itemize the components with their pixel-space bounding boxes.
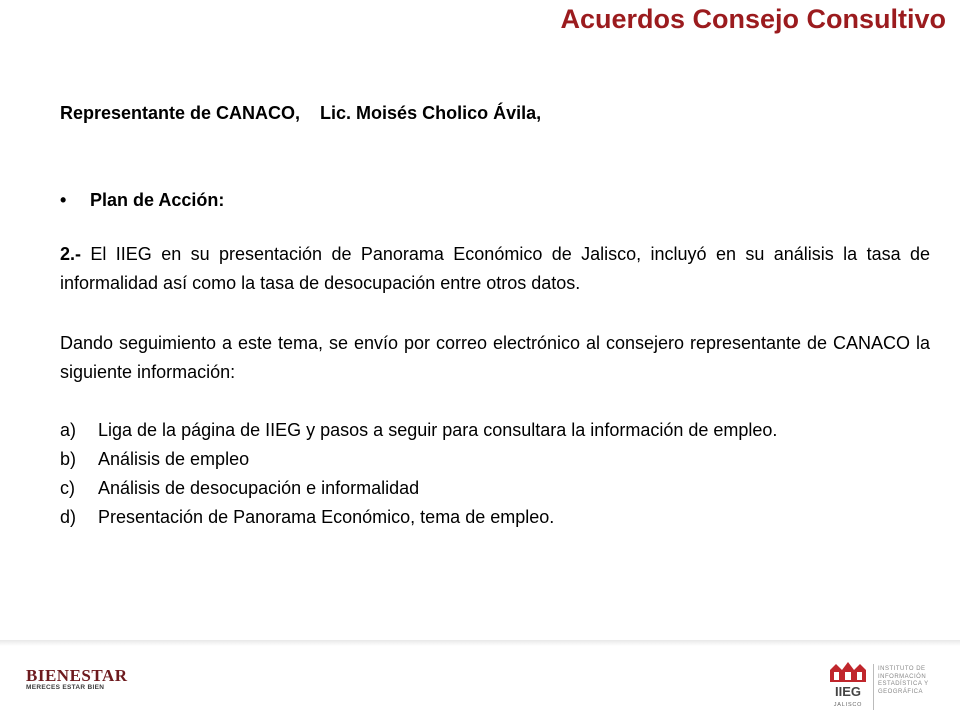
paragraph-number: 2.- xyxy=(60,244,82,264)
representative-line: Representante de CANACO, Lic. Moisés Cholico Ávila, xyxy=(60,103,542,123)
iieg-logo xyxy=(826,656,929,714)
list-item-text: Liga de la página de IIEG y pasos a seguir para consultara la información de empleo. xyxy=(98,420,778,440)
list-item xyxy=(60,474,930,503)
list-marker: a) xyxy=(60,420,77,440)
iieg-name-line: INSTITUTO DE xyxy=(878,666,926,672)
iieg-name-line: ESTADÍSTICA Y xyxy=(878,681,929,687)
list-marker: b) xyxy=(60,449,77,469)
bienestar-wordmark: BIENESTAR xyxy=(26,666,128,685)
bienestar-logo xyxy=(26,666,128,696)
bullet-icon: • xyxy=(60,190,67,210)
footer-divider xyxy=(0,640,960,646)
iieg-emblem-icon xyxy=(826,660,870,710)
list-item xyxy=(60,503,930,532)
list-item-text: Análisis de empleo xyxy=(98,449,250,469)
list-marker: c) xyxy=(60,478,75,498)
action-plan-label: Plan de Acción: xyxy=(90,190,225,210)
slide-title: Acuerdos Consejo Consultivo xyxy=(560,4,946,34)
info-list xyxy=(60,416,930,532)
paragraph-2-text: El IIEG en su presentación de Panorama Económico de Jalisco, incluyó en su análisis la tasa de informalidad así como la tasa de desocupación entre otros datos. xyxy=(60,244,930,293)
list-marker: d) xyxy=(60,507,77,527)
iieg-mark-text: IIEG xyxy=(834,684,862,699)
list-item xyxy=(60,416,930,445)
paragraph-3: Dando seguimiento a este tema, se envío por correo electrónico al consejero representante de CANACO la siguiente información: xyxy=(60,333,930,382)
list-item-text: Presentación de Panorama Económico, tema de empleo. xyxy=(98,507,555,527)
list-item xyxy=(60,445,930,474)
iieg-name-line: GEOGRÁFICA xyxy=(878,688,924,695)
bienestar-tagline: MERECES ESTAR BIEN xyxy=(26,684,105,691)
iieg-state-text: JALISCO xyxy=(833,702,863,708)
iieg-separator xyxy=(873,664,874,710)
paragraph-2 xyxy=(60,240,930,298)
list-item-text: Análisis de desocupación e informalidad xyxy=(98,478,420,498)
iieg-name xyxy=(878,666,929,696)
iieg-name-line: INFORMACIÓN xyxy=(878,673,927,680)
